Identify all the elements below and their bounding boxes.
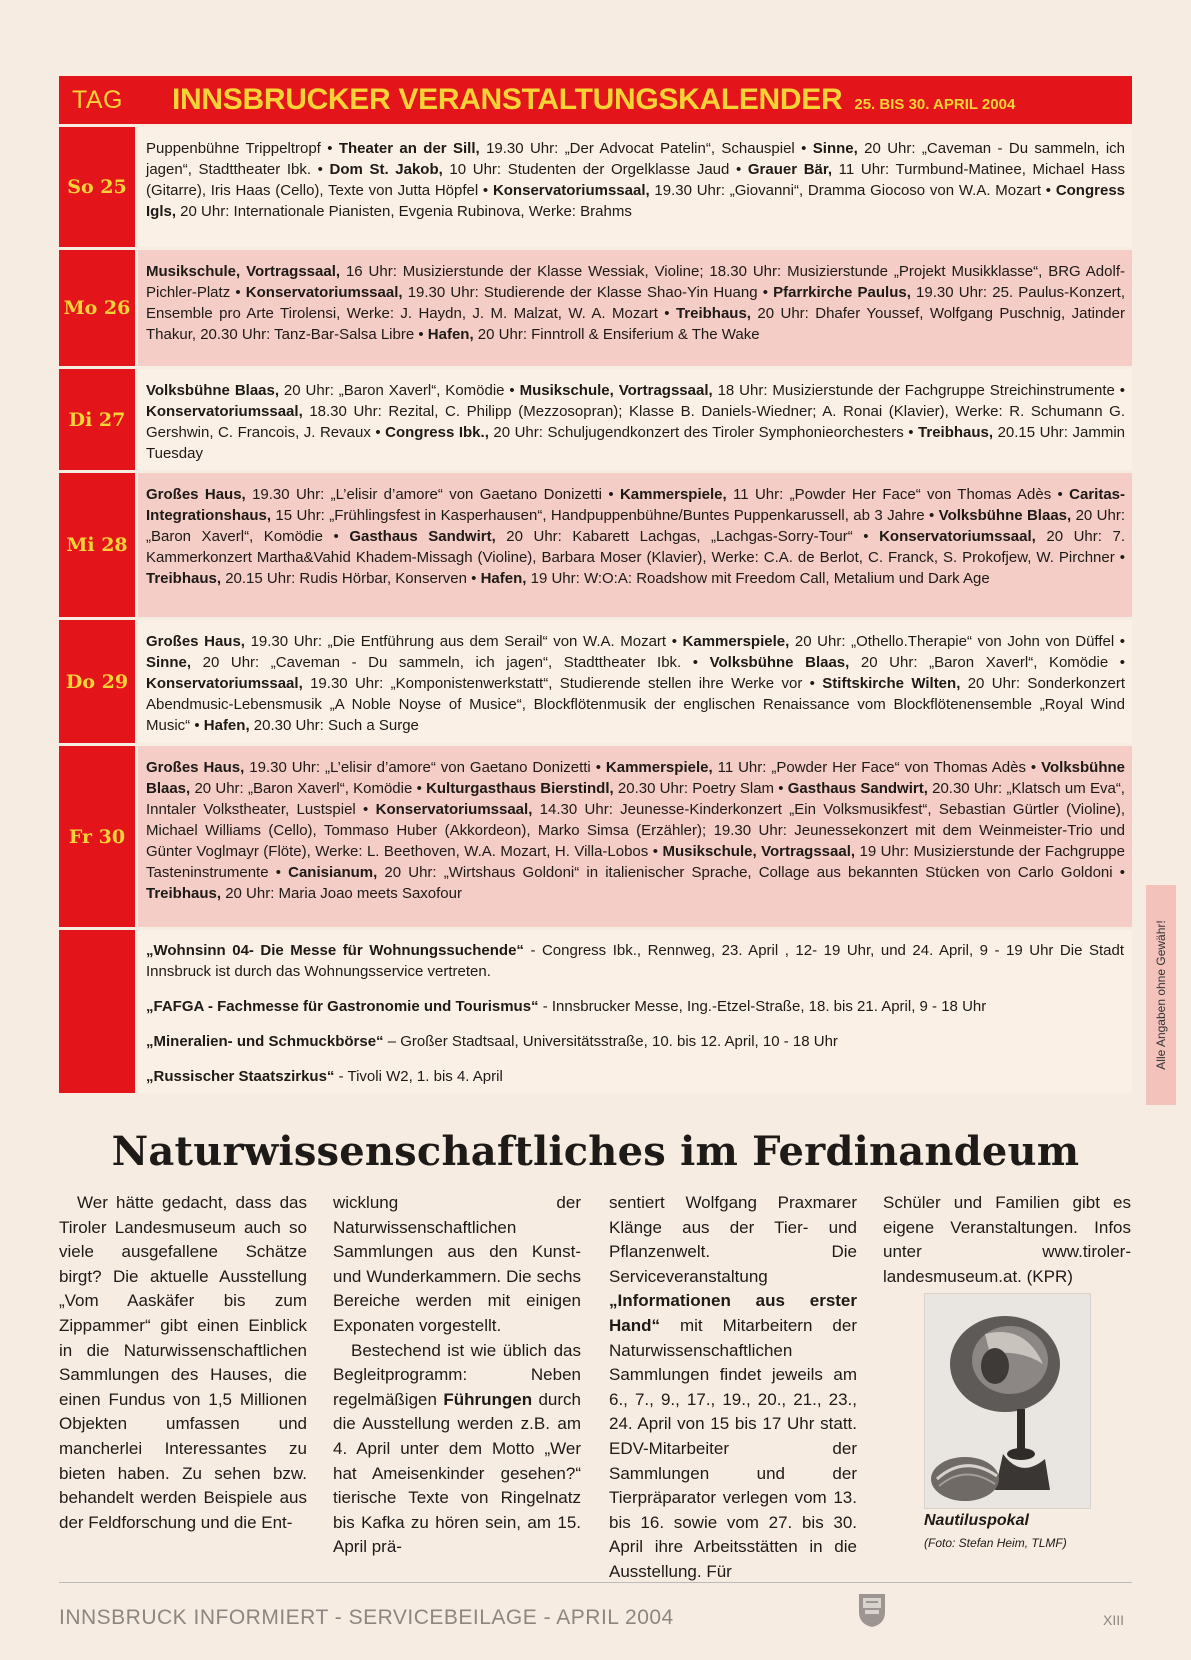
article-column-1 [59,1191,307,1535]
fairs-list [138,930,1132,1093]
article-paragraph: Wer hätte gedacht, dass das Tiroler Landesmuseum auch so viele ausgefallene Schätze birgt? Die aktuelle Ausstellung „Vom Aaskäfer bis zum Zippammer“ gibt einen Einblick in die Naturwissenschaftlichen Sammlungen des Hauses, die einen Fundus von 1,5 Millionen Objekten umfassen und mancherlei Interessantes zu bieten haben. Zu sehen bzw. behandelt werden Beispiele aus der Feldforschung und die Ent- [59,1193,307,1532]
calendar-title: INNSBRUCKER VERANSTALTUNGSKALENDER [172,83,843,116]
day-events: Volksbühne Blaas, 20 Uhr: „Baron Xaverl“, Komödie • Musikschule, Vortragssaal, 18 Uhr: Musizierstunde der Fachgruppe Streichinstrumente • Konservatoriumssaal, 18.30 Uhr: Rezital, C. Philipp (Mezzosopran); Klasse B. Daniels-Wiedner; A. Ronai (Klavier), Werke: R. Schumann G. Gershwin, C. Francois, J. Revaux • Congress Ibk., 20 Uhr: Schuljugendkonzert des Tiroler Symphonieorchesters • Treibhaus, 20.15 Uhr: Jammin Tuesday [138,369,1132,470]
photo-caption [924,1512,1124,1550]
day-events: Großes Haus, 19.30 Uhr: „Die Entführung aus dem Serail“ von W.A. Mozart • Kammerspiele, 20 Uhr: „Othello.Therapie“ von John von Düffel • Sinne, 20 Uhr: „Caveman - Du sammeln, ich jagen“, Stadttheater Ibk. • Volksbühne Blaas, 20 Uhr: „Baron Xaverl“, Komödie • Konservatoriumssaal, 19.30 Uhr: „Komponistenwerkstatt“, Studierende stellen ihre Werke vor • Stiftskirche Wilten, 20 Uhr: Sonderkonzert Abendmusic-Lebensmusik „A Noble Noyse of Musice“, Blockflötenmusik der englischen Renaissance vom Blockflötenensemble „Royal Wind Music“ • Hafen, 20.30 Uhr: Such a Surge [138,620,1132,743]
calendar-date-range: 25. BIS 30. APRIL 2004 [854,96,1016,113]
article-paragraph: Bestechend ist wie üblich das Begleitprogramm: Neben regelmäßigen Führungen durch die Ausstellung werden z.B. am 4. April unter dem Motto „Wer hat Ameisenkinder gesehen?“ tierische Texte von Ringelnatz bis Kafka zu hören sein, am 15. April prä- [333,1340,581,1557]
calendar-row-so25 [59,124,1132,247]
calendar-header [59,76,1132,124]
calendar-row-fr30 [59,743,1132,927]
event-calendar [59,76,1132,1093]
day-label: Do 29 [59,620,135,743]
article-paragraph: sentiert Wolfgang Praxmarer Klänge aus der Tier- und Pflanzenwelt. Die Serviceveranstaltung „Informationen aus erster Hand“ mit Mitarbeitern der Naturwissenschaftlichen Sammlungen findet jeweils am 6., 7., 9., 17., 19., 20., 21., 23., 24. April von 15 bis 17 Uhr statt. EDV-Mitarbeiter der Sammlungen und der Tierpräparator verlegen vom 13. bis 16. sowie vom 27. bis 30. April ihre Arbeitsstätten in die Ausstellung. Für [609,1193,857,1581]
fair-item: „Wohnsinn 04- Die Messe für Wohnungssuchende“ - Congress Ibk., Rennweg, 23. April , 12- 19 Uhr, und 24. April, 9 - 19 Uhr Die Stadt Innsbruck ist durch das Wohnungsservice vertreten. [146,942,1124,980]
article-column-2 [333,1191,581,1560]
disclaimer-text: Alle Angaben ohne Gewähr! [1154,920,1168,1070]
calendar-row-mo26 [59,247,1132,366]
day-label: Fr 30 [59,746,135,927]
footer-divider [59,1582,1132,1583]
fair-item: „FAFGA - Fachmesse für Gastronomie und Tourismus“ - Innsbrucker Messe, Ing.-Etzel-Straße, 18. bis 21. April, 9 - 18 Uhr [146,998,987,1015]
fairs-day-spacer [59,930,135,1093]
day-label: Mo 26 [59,250,135,366]
disclaimer-tab [1146,885,1176,1105]
article-column-3 [609,1191,857,1585]
day-label: Di 27 [59,369,135,470]
day-events: Großes Haus, 19.30 Uhr: „L’elisir d’amore“ von Gaetano Donizetti • Kammerspiele, 11 Uhr: „Powder Her Face“ von Thomas Adès • Volksbühne Blaas, 20 Uhr: „Baron Xaverl“, Komödie • Kulturgasthaus Bierstindl, 20.30 Uhr: Poetry Slam • Gasthaus Sandwirt, 20.30 Uhr: „Klatsch um Eva“, Inntaler Volkstheater, Lustspiel • Konservatoriumssaal, 14.30 Uhr: Jeunesse-Kinderkonzert „Ein Volksmusikfest“, Sebastian Gürtler (Violine), Michael Williams (Cello), Tommaso Huber (Akkordeon), Marko Simsa (Erzähler); 19.30 Uhr: Jeunessekonzert mit dem Weinmeister-Trio und Günter Voglmayr (Flöte), Werke: L. Beethoven, W.A. Mozart, H. Villa-Lobos • Musikschule, Vortragssaal, 19 Uhr: Musizierstunde der Fachgruppe Tasteninstrumente • Canisianum, 20 Uhr: „Wirtshaus Goldoni“ in italienischer Sprache, Collage aus bekannten Stücken von Carlo Goldoni • Treibhaus, 20 Uhr: Maria Joao meets Saxofour [138,746,1132,927]
article-title: Naturwissenschaftliches im Ferdinandeum [111,1128,1080,1175]
calendar-row-mi28 [59,470,1132,617]
calendar-row-fairs [59,927,1132,1093]
calendar-day-column-label: TAG [71,85,124,114]
fair-item: „Russischer Staatszirkus“ - Tivoli W2, 1. bis 4. April [146,1068,503,1085]
calendar-row-di27 [59,366,1132,470]
day-label: Mi 28 [59,473,135,617]
day-events: Puppenbühne Trippeltropf • Theater an der Sill, 19.30 Uhr: „Der Advocat Patelin“, Schauspiel • Sinne, 20 Uhr: „Caveman - Du sammeln, ich jagen“, Stadttheater Ibk. • Dom St. Jakob, 10 Uhr: Studenten der Orgelklasse Jaud • Grauer Bär, 11 Uhr: Turmbund-Matinee, Michael Hass (Gitarre), Iris Haas (Cello), Texte von Jutta Höpfel • Konservatoriumssaal, 19.30 Uhr: „Giovanni“, Dramma Giocoso von W.A. Mozart • Congress Igls, 20 Uhr: Internationale Pianisten, Evgenia Rubinova, Werke: Brahms [138,127,1132,247]
page-number: XIII [1103,1612,1125,1628]
city-crest-icon [857,1592,887,1628]
article-column-4 [883,1191,1131,1289]
article-paragraph: wicklung der Naturwissenschaftlichen Sammlungen aus den Kunst- und Wunderkammern. Die sechs Bereiche werden mit einigen Exponaten vorgestellt. [333,1193,581,1335]
day-label: So 25 [59,127,135,247]
nautilus-cup-photo [924,1293,1091,1509]
fair-item: „Mineralien- und Schmuckbörse“ – Großer Stadtsaal, Universitätsstraße, 10. bis 12. April, 10 - 18 Uhr [146,1033,838,1050]
photo-credit: (Foto: Stefan Heim, TLMF) [924,1536,1067,1550]
photo-caption-title: Nautiluspokal [924,1512,1029,1529]
nautilus-cup-illustration [925,1294,1091,1509]
day-events: Musikschule, Vortragssaal, 16 Uhr: Musizierstunde der Klasse Wessiak, Violine; 18.30 Uhr: Musizierstunde „Projekt Musikklasse“, BRG Adolf-Pichler-Platz • Konservatoriumssaal, 19.30 Uhr: Studierende der Klasse Shao-Yin Huang • Pfarrkirche Paulus, 19.30 Uhr: 25. Paulus-Konzert, Ensemble pro Arte Tirolensi, Werke: J. Haydn, J. M. Malzat, W. A. Mozart • Treibhaus, 20 Uhr: Dhafer Youssef, Wolfgang Puschnig, Jatinder Thakur, 20.30 Uhr: Tanz-Bar-Salsa Libre • Hafen, 20 Uhr: Finntroll & Ensiferium & The Wake [138,250,1132,366]
footer-publication: INNSBRUCK INFORMIERT - SERVICEBEILAGE - APRIL 2004 [59,1606,674,1629]
day-events: Großes Haus, 19.30 Uhr: „L’elisir d’amore“ von Gaetano Donizetti • Kammerspiele, 11 Uhr: „Powder Her Face“ von Thomas Adès • Caritas-Integrationshaus, 15 Uhr: „Frühlingsfest in Kasperhausen“, Handpuppenbühne/Buntes Puppenkarussell, ab 3 Jahre • Volksbühne Blaas, 20 Uhr: „Baron Xaverl“, Komödie • Gasthaus Sandwirt, 20 Uhr: Kabarett Lachgas, „Lachgas-Sorry-Tour“ • Konservatoriumssaal, 20 Uhr: 7. Kammerkonzert Martha&Vahid Khadem-Missagh (Violine), Barbara Moser (Klavier), Werke: C.A. de Berlot, C. Franck, S. Prokofjew, W. Pirchner • Treibhaus, 20.15 Uhr: Rudis Hörbar, Konserven • Hafen, 19 Uhr: W:O:A: Roadshow mit Freedom Call, Metalium und Dark Age [138,473,1132,617]
article-paragraph: Schüler und Familien gibt es eigene Veranstaltungen. Infos unter www.tiroler-landesmuseum.at. (KPR) [883,1193,1131,1286]
calendar-row-do29 [59,617,1132,743]
